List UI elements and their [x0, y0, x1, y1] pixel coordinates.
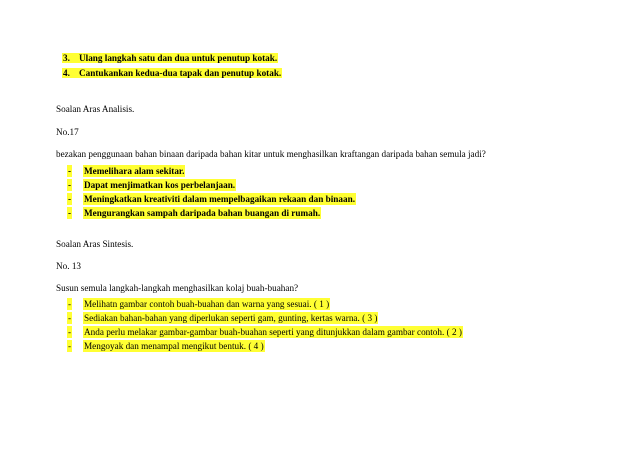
answer-text: Melihatn gambar contoh buah-buahan dan warna yang sesuai. ( 1 ): [84, 299, 330, 309]
list-item-highlight: [62, 53, 278, 63]
answer-bullet: -: [68, 299, 72, 309]
list-number: 4.: [63, 68, 70, 78]
answer-bullet: -: [68, 180, 72, 190]
answer-bullet: -: [68, 194, 72, 204]
answer-text: Dapat menjimatkan kos perbelanjaan.: [84, 180, 236, 190]
list-item-4: [62, 67, 282, 79]
list-item-3: [62, 52, 278, 64]
list-item-highlight: [62, 68, 282, 78]
list-number: 3.: [63, 53, 70, 63]
question-number: No.17: [56, 127, 79, 137]
answer-text: Anda perlu melakar gambar-gambar buah-buahan seperti yang ditunjukkan dalam gambar contoh. ( 2 ): [84, 327, 462, 337]
section-heading-analisis: Soalan Aras Analisis.: [56, 104, 135, 114]
answer-text: Memelihara alam sekitar.: [84, 166, 185, 176]
section-heading-sintesis: Soalan Aras Sintesis.: [56, 239, 134, 249]
answer-text: Mengurangkan sampah daripada bahan buangan di rumah.: [84, 208, 321, 218]
answer-bullet: -: [68, 166, 72, 176]
answer-text: Mengoyak dan menampal mengikut bentuk. ( 4 ): [84, 341, 264, 351]
list-item-text: Ulang langkah satu dan dua untuk penutup kotak.: [79, 53, 278, 63]
answer-bullet: -: [68, 208, 72, 218]
answer-text: Sediakan bahan-bahan yang diperlukan seperti gam, gunting, kertas warna. ( 3 ): [84, 313, 378, 323]
answer-bullet: -: [68, 313, 72, 323]
answer-bullet: -: [68, 341, 72, 351]
list-item-text: Cantukankan kedua-dua tapak dan penutup kotak.: [79, 68, 282, 78]
answer-bullet: -: [68, 327, 72, 337]
question-number: No. 13: [56, 261, 82, 271]
question-text: bezakan penggunaan bahan binaan daripada bahan kitar untuk menghasilkan kraftangan daripada bahan semula jadi?: [56, 149, 486, 159]
answer-text: Meningkatkan kreativiti dalam mempelbagaikan rekaan dan binaan.: [84, 194, 355, 204]
question-text: Susun semula langkah-langkah menghasilkan kolaj buah-buahan?: [56, 283, 299, 293]
